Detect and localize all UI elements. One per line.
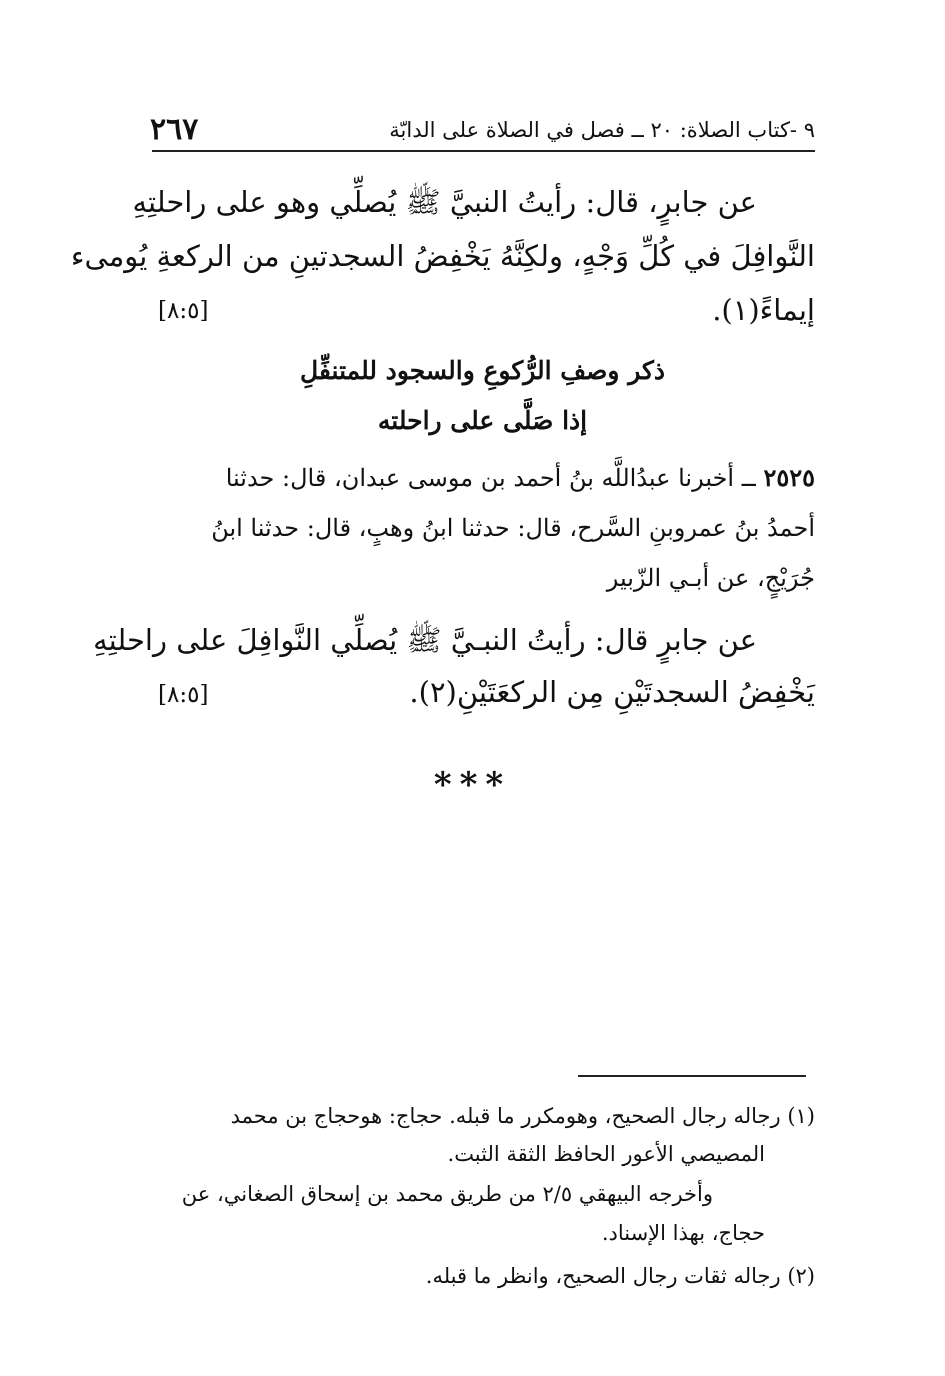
page-number: ٢٦٧ — [150, 112, 199, 147]
footnote-1-line-3: وأخرجه البيهقي ٢/٥ من طريق محمد بن إسحاق الصغاني، عن — [181, 1182, 713, 1206]
isnad-line-3: جُرَيْجٍ، عن أبـي الزّبير — [606, 564, 815, 592]
footnote-divider — [578, 1075, 806, 1077]
footnote-1-line-1: (١) رجاله رجال الصحيح، وهومكرر ما قبله. حجاج: هوحجاج بن محمد — [230, 1104, 815, 1128]
text-line-3: إيماءً(١). — [712, 293, 815, 327]
header-divider — [152, 150, 815, 152]
footnote-1-line-4: حجاج، بهذا الإسناد. — [601, 1221, 765, 1245]
footnote-1-line-2: المصيصي الأعور الحافظ الثقة الثبت. — [447, 1142, 765, 1166]
page-header — [150, 112, 815, 152]
footnote-2-line-1: (٢) رجاله ثقات رجال الصحيح، وانظر ما قبله. — [425, 1264, 815, 1288]
matn-line-1: عن جابرٍ قال: رأيتُ النبـيَّ ﷺ يُصلِّي النَّوافِلَ على راحلتِهِ — [93, 623, 757, 657]
isnad-text-1: ــ أخبرنا عبدُاللَّه بنُ أحمد بن موسى عبدان، قال: حدثنا — [225, 464, 756, 492]
chapter-heading-line-2: إذا صَلَّى على راحلته — [377, 406, 588, 435]
running-title: ٩ -كتاب الصلاة: ٢٠ ــ فصل في الصلاة على الدابّة — [389, 118, 815, 142]
isnad-line-1 — [150, 463, 815, 492]
text-line-1: عن جابرٍ، قال: رأيتُ النبيَّ ﷺ يُصلِّي وهو على راحلتِهِ — [132, 185, 757, 219]
text-line-2: النَّوافِلَ في كُلِّ وَجْهٍ، ولكِنَّهُ يَخْفِضُ السجدتينِ من الركعةِ يُومىء — [70, 239, 815, 273]
hadith-number: ٢٥٢٥ — [763, 463, 815, 492]
matn-line-2: يَخْفِضُ السجدتَيْنِ مِن الركعَتَيْنِ(٢). — [409, 675, 815, 709]
hadith-reference: [٨:٥] — [158, 298, 209, 324]
chapter-heading-line-1: ذكر وصفِ الرُّكوعِ والسجود للمتنفِّلِ — [299, 356, 666, 385]
section-separator: *** — [433, 765, 512, 805]
isnad-line-2: أحمدُ بنُ عمروبنِ السَّرح، قال: حدثنا ابنُ وهبٍ، قال: حدثنا ابنُ — [211, 514, 815, 542]
hadith-reference-2: [٨:٥] — [158, 682, 209, 708]
